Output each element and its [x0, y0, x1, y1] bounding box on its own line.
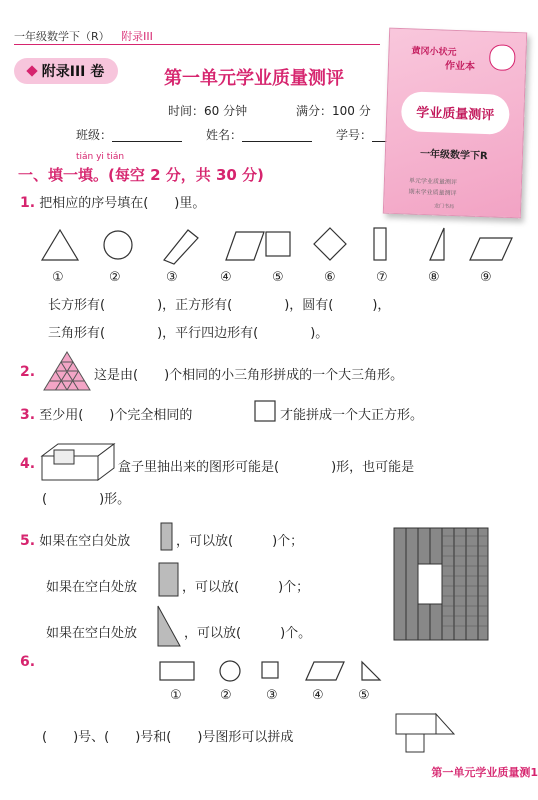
q6-label-1: ①	[170, 688, 182, 703]
book-title: 学业质量测评	[416, 105, 495, 124]
q6-shapes	[158, 658, 398, 684]
question-2	[20, 364, 35, 380]
section-title: 一、填一填。(每空 2 分，共 30 分)	[18, 166, 264, 184]
label-4: ④	[220, 270, 232, 285]
book-publisher: 龙门书局	[433, 203, 455, 211]
shape-1-triangle	[42, 230, 78, 260]
shape-8-triangle	[430, 228, 444, 260]
section-pinyin: tián yi tián	[76, 152, 125, 162]
label-3: ③	[166, 270, 178, 285]
appendix-tag-label: 附录III 卷	[41, 64, 105, 80]
q6-shape-4-parallelogram	[306, 662, 344, 680]
shape-5-square	[266, 232, 290, 256]
page-footer: 第一单元学业质量测1	[431, 766, 538, 779]
question-4	[20, 456, 35, 472]
q5-line-1-b: ，可以放( )个；	[176, 534, 304, 549]
class-field	[76, 126, 182, 143]
appendix-tag	[14, 58, 118, 84]
q6-shape-2-circle	[220, 661, 240, 681]
name-label: 姓名：	[206, 128, 243, 142]
q6-label-3: ③	[266, 688, 278, 703]
time-info: 时间：60 分钟	[168, 104, 248, 118]
q5-line-3-b: ，可以放( )个。	[184, 626, 312, 641]
q5-line-1-a: 如果在空白处放	[39, 534, 131, 549]
box-figure	[40, 440, 116, 482]
score-info: 满分：100 分	[296, 104, 371, 118]
book-line-1: 单元学业质量测评	[408, 177, 458, 187]
q4-text-2: ( )形。	[42, 492, 131, 507]
label-8: ⑧	[428, 270, 440, 285]
q6-label-5: ⑤	[358, 688, 370, 703]
q6-label-2: ②	[220, 688, 232, 703]
name-field	[206, 126, 312, 143]
q2-number: 2.	[20, 364, 36, 380]
header-grade: 一年级数学下（R）	[14, 30, 110, 43]
q3-text-b: 才能拼成一个大正方形。	[280, 408, 424, 423]
q2-text: 这是由( )个相同的小三角形拼成的一个大三角形。	[94, 368, 404, 383]
label-6: ⑥	[324, 270, 336, 285]
shape-3-parallelogram	[164, 230, 198, 264]
shape-4-parallelogram	[226, 232, 264, 260]
q5-line-3-a: 如果在空白处放	[46, 626, 138, 641]
label-2: ②	[109, 270, 121, 285]
small-square-figure	[254, 400, 276, 422]
shape-7-rectangle	[374, 228, 386, 260]
shape-6-diamond	[314, 228, 346, 260]
q5-line-2-b: ，可以放( )个；	[182, 580, 310, 595]
label-7: ⑦	[376, 270, 388, 285]
q4-text: 盒子里抽出来的图形可能是( )形，也可能是	[118, 460, 415, 475]
question-3	[20, 404, 192, 423]
q5-piece-triangle	[156, 604, 182, 648]
diamond-icon	[26, 65, 37, 76]
id-field	[336, 126, 392, 143]
q1-row-1: 长方形有( )，正方形有( )，圆有( )，	[48, 298, 391, 313]
big-triangle-figure	[42, 350, 92, 392]
q5-grid-figure	[392, 526, 492, 644]
page-title: 第一单元学业质量测评	[164, 68, 344, 89]
q4-number: 4.	[20, 456, 36, 472]
book-cover	[383, 28, 527, 219]
label-1: ①	[52, 270, 64, 285]
class-label: 班级：	[76, 128, 113, 142]
question-6	[20, 654, 35, 670]
q6-shape-1-rectangle	[160, 662, 194, 680]
running-header	[14, 28, 153, 44]
shape-2-circle	[104, 231, 132, 259]
q3-text-a: 至少用( )个完全相同的	[39, 408, 193, 423]
q6-label-4: ④	[312, 688, 324, 703]
label-9: ⑨	[480, 270, 492, 285]
q3-number: 3.	[20, 407, 36, 423]
book-line-2: 期末学业质量测评	[408, 188, 457, 198]
q1-text: 把相应的序号填在( )里。	[39, 196, 206, 211]
q5-number: 5.	[20, 533, 36, 549]
question-5	[20, 530, 130, 549]
q6-number: 6.	[20, 654, 36, 670]
q1-number: 1.	[20, 195, 36, 211]
class-blank[interactable]	[112, 129, 182, 142]
question-1	[20, 192, 205, 211]
shape-9-parallelogram	[470, 238, 512, 260]
q6-composite-figure	[394, 712, 456, 756]
mascot-icon	[489, 44, 516, 71]
q1-row-2: 三角形有( )，平行四边形有( )。	[48, 326, 329, 341]
name-blank[interactable]	[242, 129, 312, 142]
header-divider	[14, 44, 380, 45]
book-subtitle: 一年级数学下R	[419, 148, 488, 163]
q6-text: ( )号、( )号和( )号图形可以拼成	[42, 730, 294, 745]
label-5: ⑤	[272, 270, 284, 285]
q5-piece-wide	[158, 562, 180, 598]
book-series: 作业本	[444, 60, 476, 73]
q6-shape-5-triangle	[362, 662, 380, 680]
q1-shapes	[38, 224, 518, 268]
header-appendix: 附录III	[121, 30, 153, 43]
q5-line-2-a: 如果在空白处放	[46, 580, 138, 595]
id-label: 学号：	[336, 128, 373, 142]
q5-piece-narrow	[160, 522, 174, 552]
q6-shape-3-square	[262, 662, 278, 678]
book-brand: 黄冈小状元	[411, 46, 457, 59]
